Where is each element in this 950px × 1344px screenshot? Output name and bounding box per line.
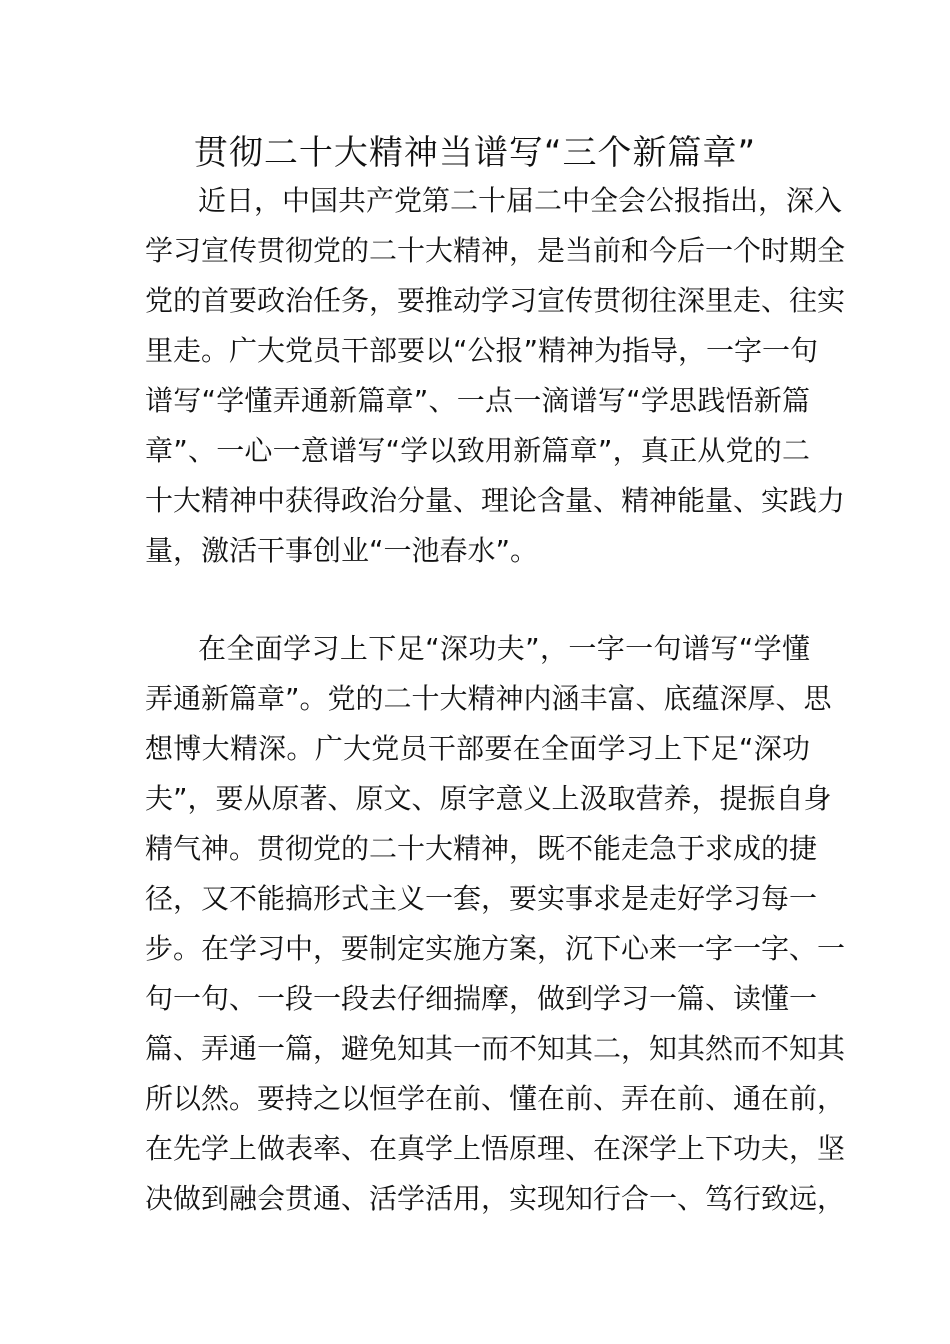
text-line: 步。在学习中，要制定实施方案，沉下心来一字一字、一 [145,932,846,965]
paragraph-section-one [145,624,846,1224]
text-line: 十大精神中获得政治分量、理论含量、精神能量、实践力 [145,484,846,517]
text-line: 学习宣传贯彻党的二十大精神，是当前和今后一个时期全 [145,234,846,267]
text-line: 量，激活干事创业“一池春水”。 [145,534,539,567]
text-line: 精气神。贯彻党的二十大精神，既不能走急于求成的捷 [145,832,818,865]
text-line: 所以然。要持之以恒学在前、懂在前、弄在前、通在前， [145,1082,846,1115]
document-title: 贯彻二十大精神当谱写“三个新篇章” [193,133,757,173]
paragraph-intro [145,176,846,576]
text-line: 在先学上做表率、在真学上悟原理、在深学上下功夫，坚 [145,1132,846,1165]
text-line: 想博大精深。广大党员干部要在全面学习上下足“深功 [145,732,810,765]
text-line: 党的首要政治任务，要推动学习宣传贯彻往深里走、往实 [145,284,846,317]
text-line: 近日，中国共产党第二十届二中全会公报指出，深入 [198,184,843,217]
text-line: 里走。广大党员干部要以“公报”精神为指导，一字一句 [145,334,819,367]
text-line: 篇、弄通一篇，避免知其一而不知其二，知其然而不知其 [145,1032,846,1065]
text-line: 弄通新篇章”。党的二十大精神内涵丰富、底蕴深厚、思 [145,682,832,715]
text-line: 夫”，要从原著、原文、原字意义上汲取营养，提振自身 [145,782,832,815]
text-line: 句一句、一段一段去仔细揣摩，做到学习一篇、读懂一 [145,982,818,1015]
text-line: 决做到融会贯通、活学活用，实现知行合一、笃行致远， [145,1182,846,1215]
text-line: 谱写“学懂弄通新篇章”、一点一滴谱写“学思践悟新篇 [145,384,810,417]
text-line: 在全面学习上下足“深功夫”，一字一句谱写“学懂 [198,632,810,665]
text-line: 径，又不能搞形式主义一套，要实事求是走好学习每一 [145,882,818,915]
text-line: 章”、一心一意谱写“学以致用新篇章”，真正从党的二 [145,434,810,467]
